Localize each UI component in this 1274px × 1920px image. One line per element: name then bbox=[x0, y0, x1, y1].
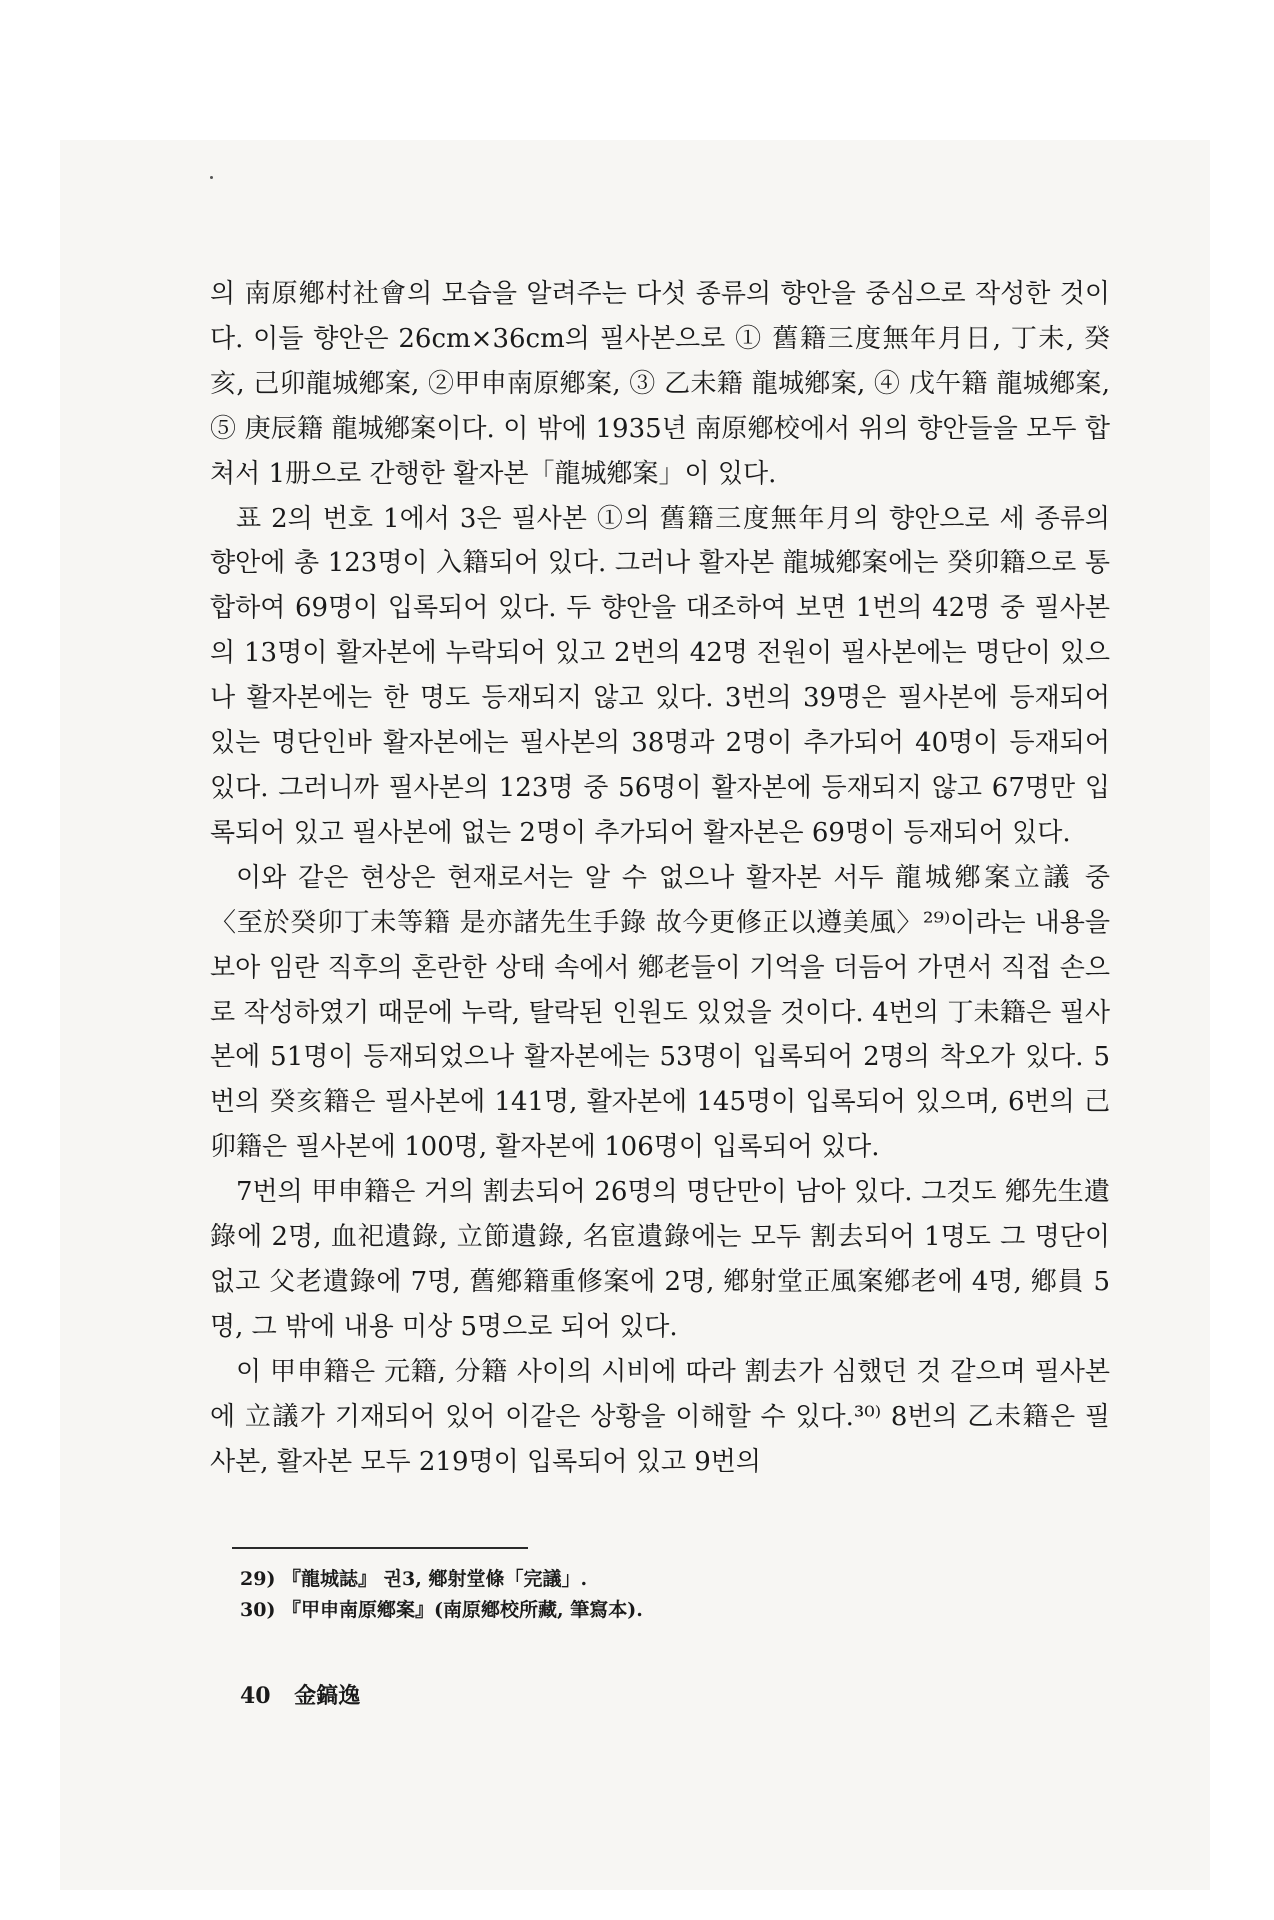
footnote-divider bbox=[232, 1547, 528, 1549]
paragraph-5: 이 甲申籍은 元籍, 分籍 사이의 시비에 따라 割去가 심했던 것 같으며 필사본에 立議가 기재되어 있어 이같은 상황을 이해할 수 있다.³⁰⁾ 8번의 乙未籍은 필사본, 활자본 모두 219명이 입록되어 있고 9번의 bbox=[210, 1356, 1110, 1477]
paragraph-3: 이와 같은 현상은 현재로서는 알 수 없으나 활자본 서두 龍城鄕案立議 중 〈至於癸卯丁未等籍 是亦諸先生手錄 故今更修正以遵美風〉²⁹⁾이라는 내용을 보아 임란 직후의 혼란한 상태 속에서 鄕老들이 기억을 더듬어 가면서 직접 손으로 작성하였기 때문에 누락, 탈락된 인원도 있었을 것이다. 4번의 丁未籍은 필사본에 51명이 등재되었으나 활자본에는 53명이 입록되어 2명의 착오가 있다. 5번의 癸亥籍은 필사본에 141명, 활자본에 145명이 입록되어 있으며, 6번의 己卯籍은 필사본에 100명, 활자본에 106명이 입록되어 있다. bbox=[210, 862, 1110, 1163]
author-name: 金鎬逸 bbox=[294, 1683, 361, 1709]
paragraph-2: 표 2의 번호 1에서 3은 필사본 ①의 舊籍三度無年月의 향안으로 세 종류의 향안에 총 123명이 入籍되어 있다. 그러나 활자본 龍城鄕案에는 癸卯籍으로 통합하여 69명이 입록되어 있다. 두 향안을 대조하여 보면 1번의 42명 중 필사본의 13명이 활자본에 누락되어 있고 2번의 42명 전원이 필사본에는 명단이 있으나 활자본에는 한 명도 등재되지 않고 있다. 3번의 39명은 필사본에 등재되어 있는 명단인바 활자본에는 필사본의 38명과 2명이 추가되어 40명이 등재되어 있다. 그러니까 필사본의 123명 중 56명이 활자본에 등재되지 않고 67명만 입록되어 있고 필사본에 없는 2명이 추가되어 활자본은 69명이 등재되어 있다. bbox=[210, 503, 1110, 848]
page-number: 40 bbox=[240, 1683, 271, 1709]
footnotes bbox=[240, 1564, 1060, 1626]
paragraph-4: 7번의 甲申籍은 거의 割去되어 26명의 명단만이 남아 있다. 그것도 鄕先生遺錄에 2명, 血祀遺錄, 立節遺錄, 名宦遺錄에는 모두 割去되어 1명도 그 명단이 없고 父老遺錄에 7명, 舊鄕籍重修案에 2명, 鄕射堂正風案鄕老에 4명, 鄕員 5명, 그 밖에 내용 미상 5명으로 되어 있다. bbox=[210, 1177, 1110, 1342]
footnote-30: 30) 『甲申南原鄕案』(南原鄕校所藏, 筆寫本). bbox=[240, 1599, 643, 1621]
page-footer bbox=[240, 1679, 360, 1710]
body-text bbox=[210, 272, 1110, 1484]
footnote-29: 29) 『龍城誌』 권3, 鄕射堂條「完議」. bbox=[240, 1568, 588, 1590]
speck-mark bbox=[210, 176, 213, 179]
paragraph-1: 의 南原鄕村社會의 모습을 알려주는 다섯 종류의 향안을 중심으로 작성한 것이다. 이들 향안은 26cm×36cm의 필사본으로 ① 舊籍三度無年月日, 丁未, 癸亥, 己卯龍城鄕案, ②甲申南原鄕案, ③ 乙未籍 龍城鄕案, ④ 戊午籍 龍城鄕案, ⑤ 庚辰籍 龍城鄕案이다. 이 밖에 1935년 南原鄕校에서 위의 향안들을 모두 합쳐서 1册으로 간행한 활자본「龍城鄕案」이 있다. bbox=[210, 279, 1110, 489]
